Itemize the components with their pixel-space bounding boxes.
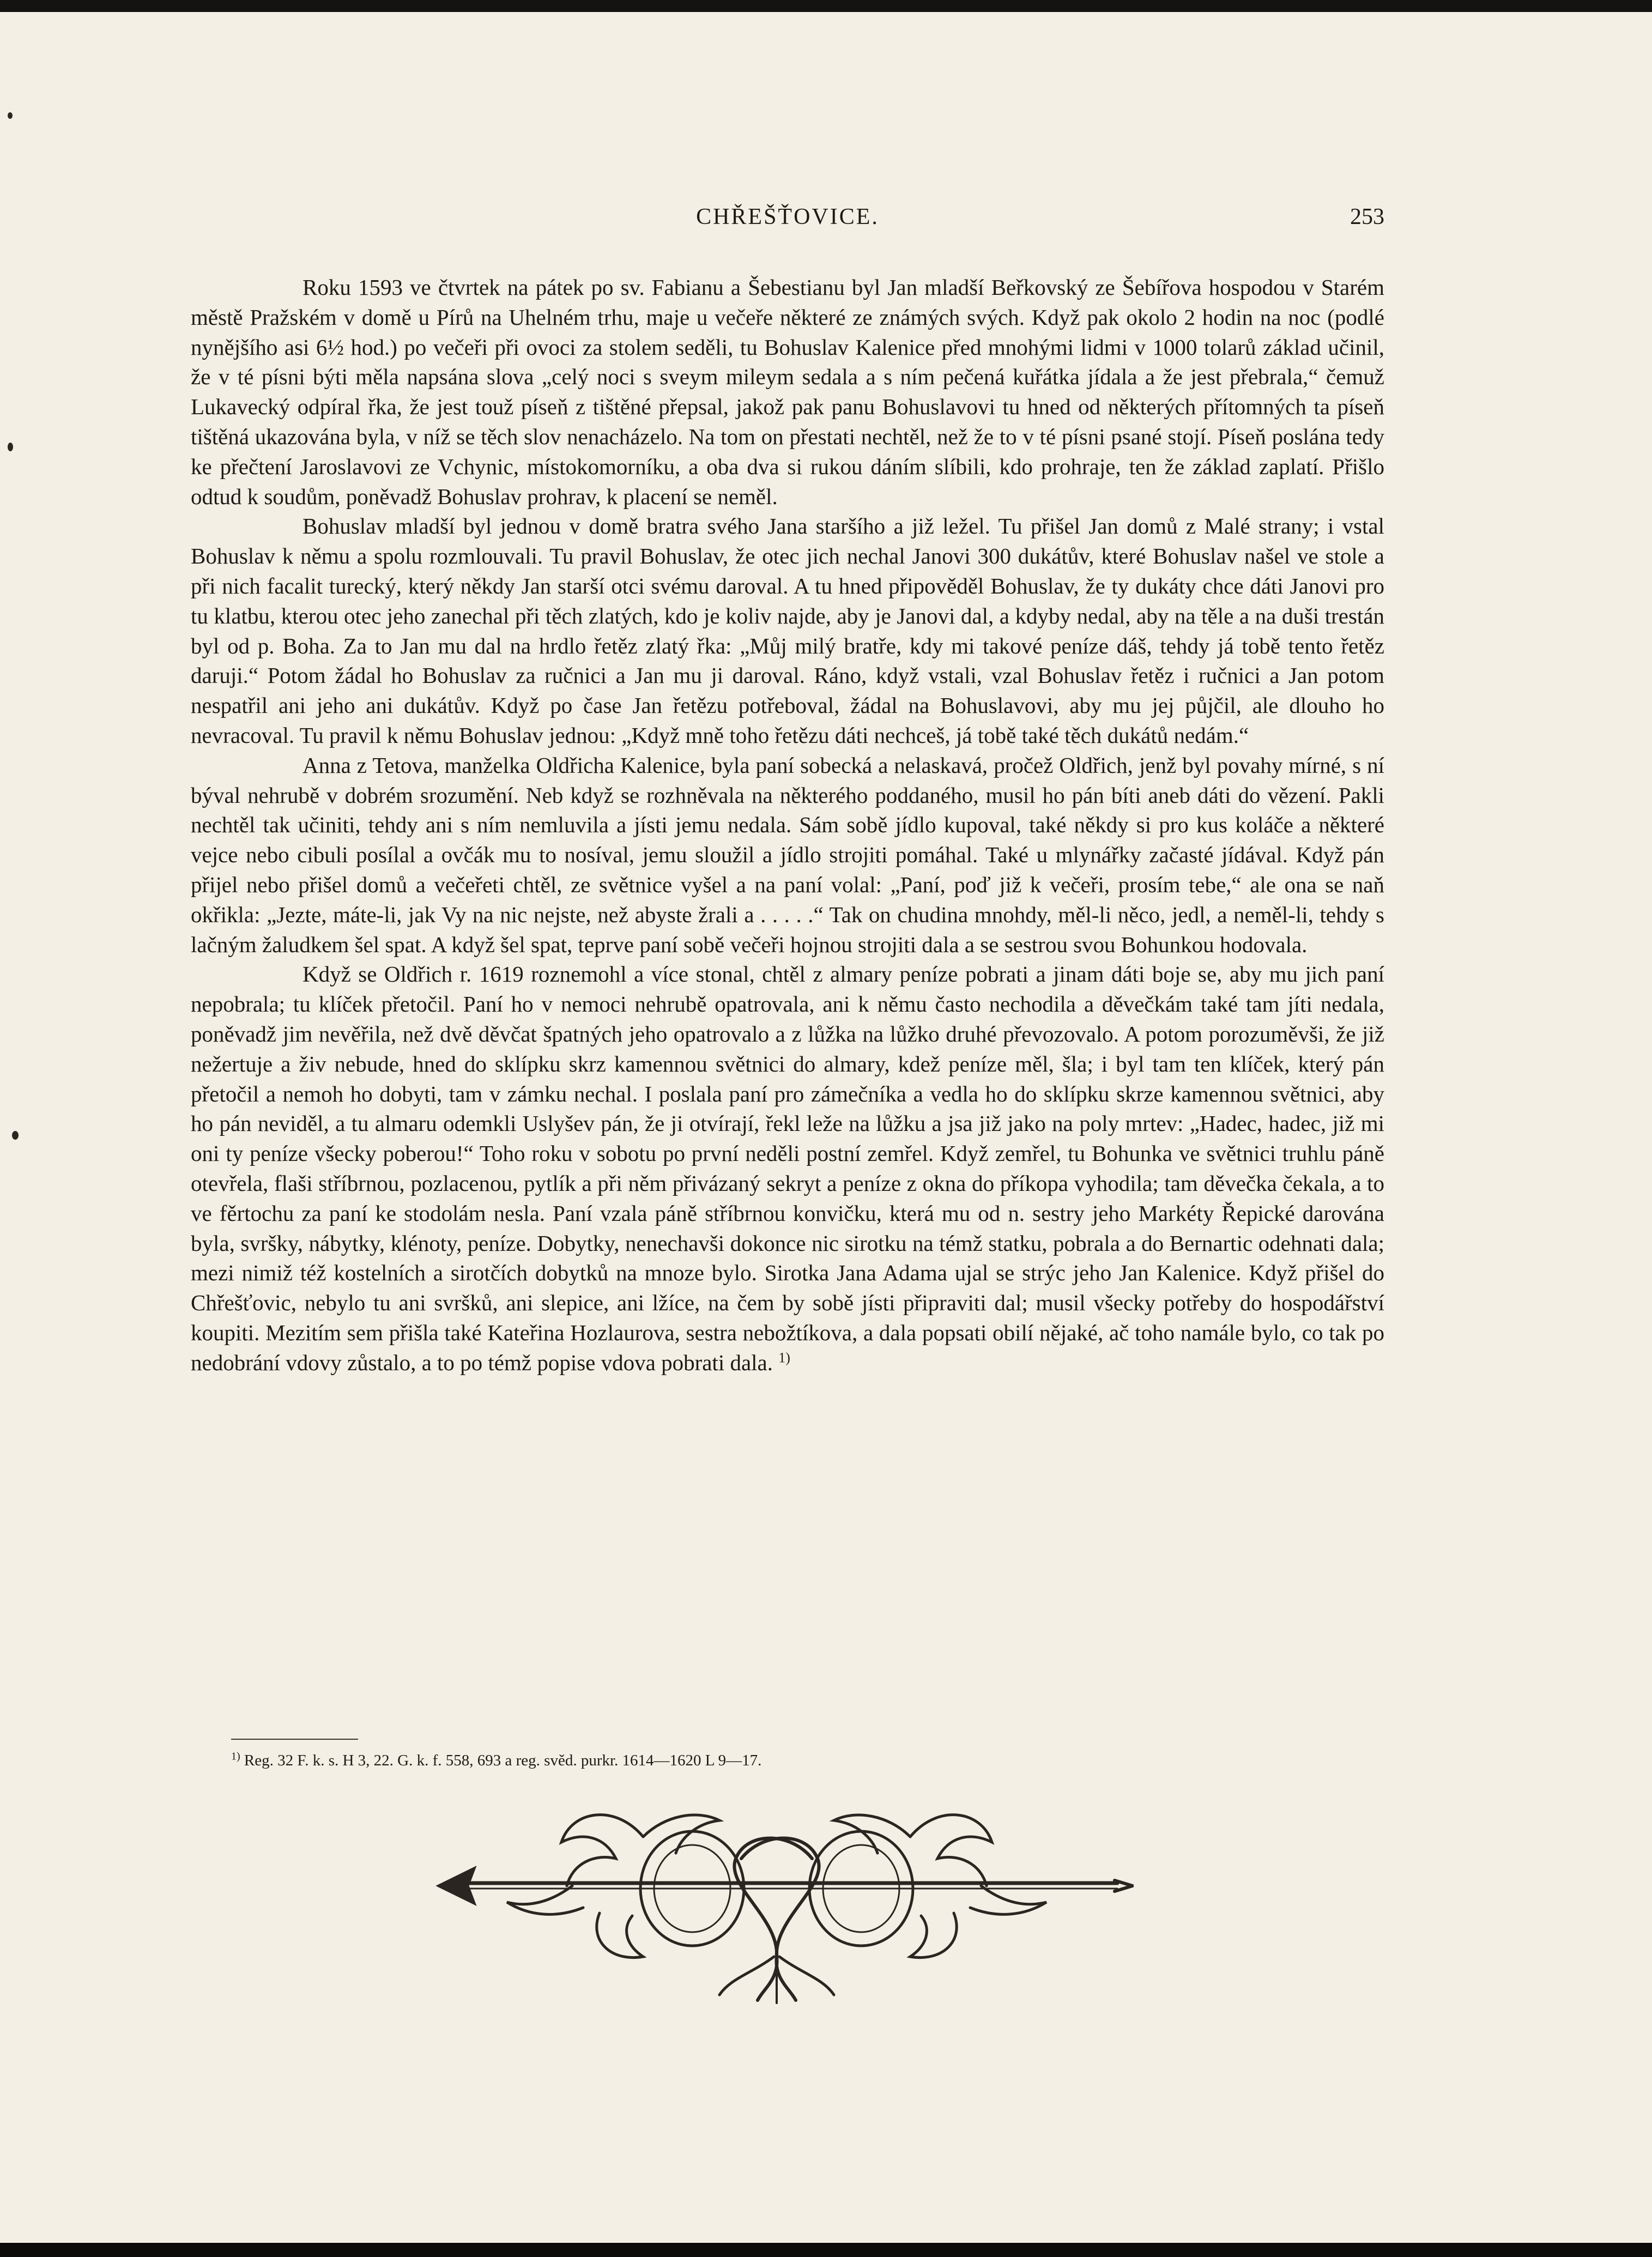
footnote xyxy=(231,1750,1376,1771)
paragraph-with-note xyxy=(191,959,1384,1377)
scan-bottom-edge xyxy=(0,2243,1652,2257)
paragraph: Bohuslav mladší byl jednou v domě bratra svého Jana staršího a již ležel. Tu přišel Jan domů z Malé strany; i vstal Bohuslav k němu a spolu rozmlouvali. Tu pravil Bohuslav, že otec jich nechal Janovi 300 dukátův, které Bohuslav našel ve stole a při nich facalit turecký, který někdy Jan starší otci svému daroval. A tu hned připověděl Bohuslav, že ty dukáty chce dáti Janovi pro tu klatbu, kterou otec jeho zanechal při těch zlatých, kdo je koliv najde, aby je Janovi dal, a kdyby nedal, aby na těle a na duši trestán byl od p. Boha. Za to Jan mu dal na hrdlo řetěz zlatý řka: „Můj milý bratře, kdy mi takové peníze dáš, tehdy já tobě tento řetěz daruji.“ Potom žádal ho Bohuslav za ručnici a Jan mu ji daroval. Ráno, když vstali, vzal Bohuslav řetěz i ručnici a Jan potom nespatřil ani jeho ani dukátův. Když po čase Jan řetězu potřeboval, žádal na Bohuslavovi, aby mu jej půjčil, ale dlouho ho nevracoval. Tu pravil k němu Bohuslav jednou: „Když mně toho řetězu dáti nechceš, já tobě také těch dukátů nedám.“ xyxy=(191,513,1384,748)
scan-top-edge xyxy=(0,0,1652,12)
margin-mark xyxy=(8,112,13,119)
footnote-text: Reg. 32 F. k. s. H 3, 22. G. k. f. 558, 693 a reg. svěd. purkr. 1614—1620 L 9—17. xyxy=(244,1752,762,1769)
margin-mark xyxy=(12,1131,19,1140)
paragraph: Anna z Tetova, manželka Oldřicha Kalenice, byla paní sobecká a nelaskavá, pročež Oldřich, jenž byl povahy mírné, s ní býval nehrubě v dobrém srozumění. Neb když se rozhněvala na některého poddaného, musil ho pán bíti aneb dáti do vězení. Pakli nechtěl tak učiniti, tehdy ani s ním nemluvila a jísti jemu nedala. Sám sobě jídlo kupoval, také někdy si pro kus koláče a některé vejce nebo cibuli posílal a ovčák mu to nosíval, jemu sloužil a jídlo strojiti pomáhal. Také u mlynářky začasté jídával. Když pán přijel nebo přišel domů a večeřeti chtěl, ze světnice vyšel a na paní volal: „Paní, poď již k večeři, prosím tebe,“ ale ona se naň okřikla: „Jezte, máte-li, jak Vy na nic nejste, než abyste žrali a . . . . .“ Tak on chudina mnohdy, měl-li něco, jedl, a neměl-li, tehdy s lačným žaludkem šel spat. A když šel spat, teprve paní sobě večeři hojnou strojiti dala a se sestrou svou Bohunkou hodovala. xyxy=(191,752,1384,957)
footnote-reference: 1) xyxy=(778,1350,790,1366)
running-title: CHŘEŠŤOVICE. xyxy=(696,204,879,229)
page-number: 253 xyxy=(1350,204,1384,229)
body-text xyxy=(191,273,1384,1377)
footnote-mark: 1) xyxy=(231,1750,240,1763)
ornamental-vignette xyxy=(436,1799,1134,2006)
paragraph-text: Když se Oldřich r. 1619 roznemohl a více stonal, chtěl z almary peníze pobrati a jinam dáti boje se, aby mu jich paní nepobrala; tu klíček přetočil. Paní ho v nemoci nehrubě opatrovala, ani k němu často nechodila a děvečkám také tam jíti nedala, poněvadž jim nevěřila, než dvě děvčat špatných jeho opatrovalo a z lůžka na lůžko druhé převozovalo. A potom porozuměvši, že již nežertuje a živ nebude, hned do sklípku skrz kamennou světnici do almary, kdež peníze měl, šla; i byl tam ten klíček, který pán přetočil a nemoh ho dobyti, tam v zámku nechal. I poslala paní pro zámečníka a vedla ho do sklípku skrze kamennou světnici, aby ho pán neviděl, a tu almaru odemkli Uslyšev pán, že ji otvírají, řekl leže na lůžku a jsa již jako na poly mrtev: „Hadec, hadec, již mi oni ty peníze všecky poberou!“ Toho roku v sobotu po první neděli postní zemřel. Když zemřel, tu Bohunka ve světnici truhlu páně otevřela, flaši stříbrnou, pozlacenou, pytlík a při něm přivázaný sekryt a peníze z okna do příkopa vyhodila; tam děvečka čekala, a to ve fěrtochu za paní ke stodolám nesla. Paní vzala páně stříbrnou konvičku, která mu od n. sestry jeho Markéty Řepické darována byla, svršky, nábytky, klénoty, peníze. Dobytky, nenechavši dokonce nic sirotku na témž statku, pobrala a do Bernartic odehnati dala; mezi nimiž též kostelních a sirotčích dobytků na mnoze bylo. Sirotka Jana Adama ujal se strýc jeho Jan Kalenice. Když přišel do Chřešťovic, nebylo tu ani svršků, ani slepice, ani lžíce, na čem by sobě jísti připraviti dal; musil všecky potřeby do hospodářství koupiti. Mezitím sem přišla také Kateřina Hozlaurova, sestra nebožtíkova, a dala popsati obilí nějaké, ač toho namále bylo, co tak po nedobrání vdovy zůstalo, a to po témž popise vdova pobrati dala. xyxy=(191,961,1384,1375)
page-header xyxy=(191,204,1384,242)
margin-mark xyxy=(8,443,13,451)
paragraph: Roku 1593 ve čtvrtek na pátek po sv. Fabianu a Šebestianu byl Jan mladší Beřkovský ze Šebířova hospodou v Starém městě Pražském v domě u Pírů na Uhelném trhu, maje u večeře některé ze známých svých. Když pak okolo 2 hodin na noc (podlé nynějšího asi 6½ hod.) po večeři při ovoci za stolem seděli, tu Bohuslav Kalenice před mnohými lidmi v 1000 tolarů základ učinil, že v té písni býti měla napsána slova „celý noci s sveym mileym sedala a s ním pečená kuřátka jídala a že jest přebrala,“ čemuž Lukavecký odpíral řka, že jest touž píseň z tištěné přepsal, jakož pak panu Bohuslavovi tu hned od některých přítomných ta píseň tištěná ukazována byla, v níž se těch slov nenacházelo. Na tom on přestati nechtěl, než že to v té písni psané stojí. Píseň poslána tedy ke přečtení Jaroslavovi ze Vchynic, místokomorníku, a oba dva si rukou dáním slíbili, kdo prohraje, ten že základ zaplatí. Přišlo odtud k soudům, poněvadž Bohuslav prohrav, k placení se neměl. xyxy=(191,275,1384,509)
footnote-rule xyxy=(231,1739,358,1740)
